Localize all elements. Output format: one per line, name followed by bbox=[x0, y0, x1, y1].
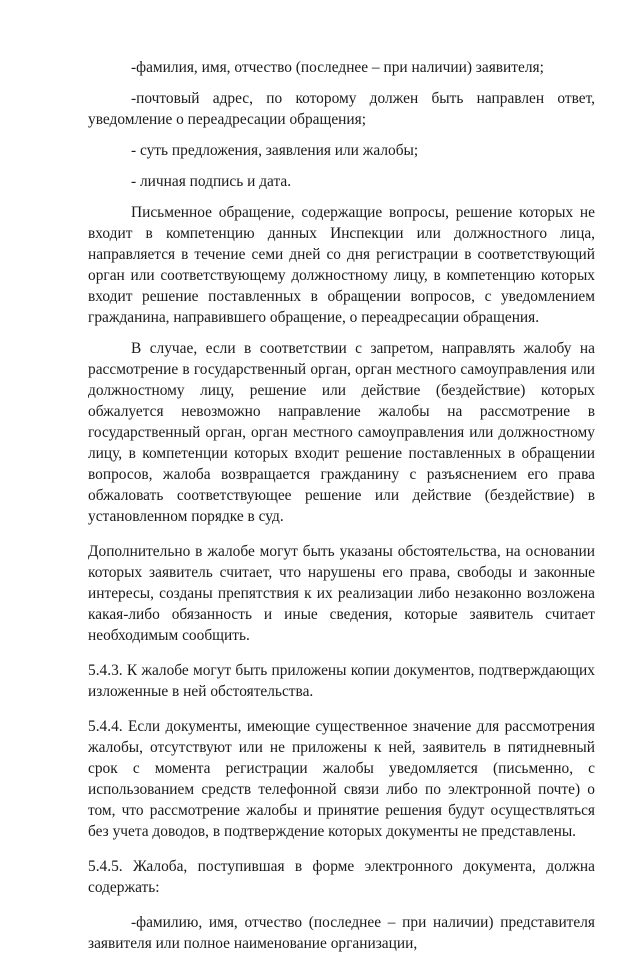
list-item-signature: - личная подпись и дата. bbox=[131, 173, 292, 190]
paragraph-return: В случае, если в соответствии с запретом, направлять жалобу на рассмотрение в государственный орган, орган местного самоуправления или должностному лицу, решение или действие (бездействие) которых обжалуется невозможно направление жалобы на рассмотрение в государственный орган, орган местного самоуправления или должностному лицу, в компетенции которых входит решение поставленных в обращении вопросов, жалоба возвращается гражданину с разъяснением его права обжаловать соответствующее решение или действие (бездействие) в установленном порядке в суд. bbox=[88, 340, 595, 525]
paragraph-5-4-3: 5.4.3. К жалобе могут быть приложены копии документов, подтверждающих изложенные в ней обстоятельства. bbox=[88, 662, 595, 700]
paragraph-redirect: Письменное обращение, содержащие вопросы, решение которых не входит в компетенцию данных Инспекции или должностного лица, направляется в течение семи дней со дня регистрации в соответствующий орган или соответствующему должностному лицу, в компетенцию которых входит решение поставленных в обращении вопросов, с уведомлением гражданина, направившего обращение, о переадресации обращения. bbox=[88, 204, 595, 326]
paragraph-5-4-5: 5.4.5. Жалоба, поступившая в форме электронного документа, должна содержать: bbox=[88, 858, 595, 896]
paragraph-additional: Дополнительно в жалобе могут быть указаны обстоятельства, на основании которых заявитель считает, что нарушены его права, свободы и законные интересы, созданы препятствия к их реализации либо незаконно возложена какая-либо обязанность и иные сведения, которые заявитель считает необходимым сообщить. bbox=[88, 543, 595, 644]
list-item-representative: -фамилию, имя, отчество (последнее – при наличии) представителя заявителя или полное наименование организации, bbox=[88, 914, 595, 952]
list-item-address: -почтовый адрес, по которому должен быть направлен ответ, уведомление о переадресации обращения; bbox=[88, 90, 595, 128]
list-item-name: -фамилия, имя, отчество (последнее – при наличии) заявителя; bbox=[131, 59, 544, 76]
paragraph-5-4-4: 5.4.4. Если документы, имеющие существенное значение для рассмотрения жалобы, отсутствуют или не приложены к ней, заявитель в пятидневный срок с момента регистрации жалобы уведомляется (письменно, с использованием средств телефонной связи либо по электронной почте) о том, что рассмотрение жалобы и принятие решения будут осуществляться без учета доводов, в подтверждение которых документы не представлены. bbox=[88, 718, 595, 840]
list-item-essence: - суть предложения, заявления или жалобы; bbox=[131, 142, 419, 159]
